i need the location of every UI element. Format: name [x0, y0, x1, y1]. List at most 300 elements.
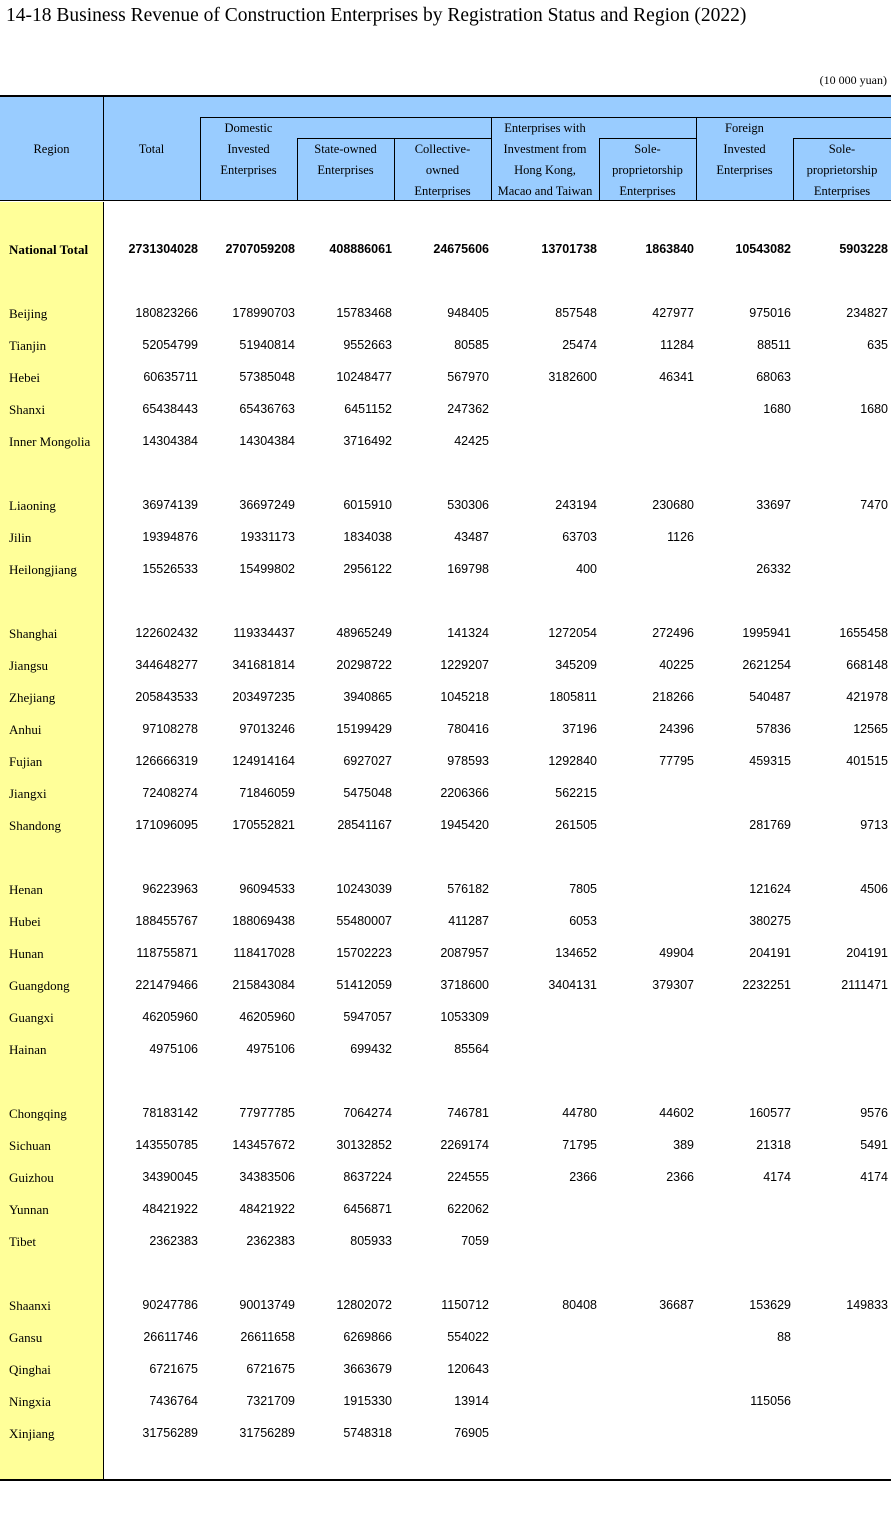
header-region: Region	[33, 142, 70, 156]
cell-collective-owned: 576182	[447, 882, 489, 896]
header-sole1-line1: Sole-	[634, 142, 661, 156]
cell-hkmt-sole: 218266	[652, 690, 694, 704]
cell-collective-owned: 2087957	[440, 946, 489, 960]
cell-hkmt-invested: 3404131	[548, 978, 597, 992]
header-state-line1: State-owned	[314, 142, 377, 156]
region-name: Qinghai	[9, 1362, 51, 1377]
cell-state-owned: 8637224	[343, 1170, 392, 1184]
table-row	[0, 496, 891, 516]
cell-domestic: 77977785	[239, 1106, 295, 1120]
header-sole2-line3: Enterprises	[813, 184, 871, 198]
region-name: Sichuan	[9, 1138, 51, 1153]
bottom-rule	[0, 1479, 891, 1481]
cell-domestic: 31756289	[239, 1426, 295, 1440]
cell-hkmt-invested: 134652	[555, 946, 597, 960]
region-name: Tibet	[9, 1234, 36, 1249]
cell-total: 19394876	[142, 530, 198, 544]
cell-state-owned: 5475048	[343, 786, 392, 800]
cell-total: 171096095	[135, 818, 198, 832]
cell-hkmt-sole: 1863840	[645, 242, 694, 256]
cell-domestic: 215843084	[232, 978, 295, 992]
cell-hkmt-invested: 3182600	[548, 370, 597, 384]
cell-collective-owned: 85564	[454, 1042, 489, 1056]
cell-domestic: 4975106	[246, 1042, 295, 1056]
cell-state-owned: 3716492	[343, 434, 392, 448]
cell-collective-owned: 42425	[454, 434, 489, 448]
cell-total: 90247786	[142, 1298, 198, 1312]
table-title: 14-18 Business Revenue of Construction Enterprises by Registration Status and Region (2022)	[6, 5, 747, 26]
cell-total: 2731304028	[128, 242, 198, 256]
cell-foreign-invested: 2232251	[742, 978, 791, 992]
cell-total: 72408274	[142, 786, 198, 800]
region-name: Xinjiang	[9, 1426, 55, 1441]
table-row	[0, 944, 891, 964]
cell-foreign-sole: 668148	[846, 658, 888, 672]
header-sole1-line3: Enterprises	[619, 184, 676, 198]
cell-collective-owned: 120643	[447, 1362, 489, 1376]
cell-foreign-sole: 1680	[860, 402, 888, 416]
cell-foreign-invested: 4174	[763, 1170, 791, 1184]
table-row	[0, 1168, 891, 1188]
cell-hkmt-invested: 243194	[555, 498, 597, 512]
cell-collective-owned: 411287	[448, 914, 489, 928]
cell-hkmt-invested: 37196	[562, 722, 597, 736]
cell-total: 26611746	[143, 1330, 198, 1344]
cell-domestic: 7321709	[246, 1394, 295, 1408]
table-row	[0, 1040, 891, 1060]
cell-foreign-invested: 204191	[749, 946, 791, 960]
region-name: Shanghai	[9, 626, 58, 641]
cell-hkmt-sole: 427977	[652, 306, 694, 320]
cell-hkmt-sole: 77795	[659, 754, 694, 768]
cell-foreign-sole: 234827	[846, 306, 888, 320]
cell-collective-owned: 780416	[447, 722, 489, 736]
cell-total: 188455767	[135, 914, 198, 928]
cell-collective-owned: 554022	[447, 1330, 489, 1344]
cell-state-owned: 1834038	[343, 530, 392, 544]
cell-foreign-sole: 2111471	[841, 978, 888, 992]
cell-hkmt-invested: 1272054	[548, 626, 597, 640]
cell-hkmt-invested: 44780	[562, 1106, 597, 1120]
cell-state-owned: 1915330	[343, 1394, 392, 1408]
header-foreign-line1: Foreign	[725, 121, 764, 135]
cell-hkmt-invested: 7805	[569, 882, 597, 896]
cell-foreign-sole: 4506	[860, 882, 888, 896]
cell-total: 60635711	[143, 370, 198, 384]
cell-state-owned: 51412059	[336, 978, 392, 992]
cell-foreign-sole: 5903228	[839, 242, 888, 256]
cell-collective-owned: 746781	[447, 1106, 489, 1120]
cell-foreign-invested: 115056	[750, 1394, 791, 1408]
cell-hkmt-invested: 6053	[569, 914, 597, 928]
cell-state-owned: 15783468	[336, 306, 392, 320]
header-domestic-line2: Invested	[227, 142, 270, 156]
region-name: Gansu	[9, 1330, 43, 1345]
cell-foreign-invested: 57836	[756, 722, 791, 736]
cell-total: 221479466	[135, 978, 198, 992]
cell-foreign-invested: 540487	[749, 690, 791, 704]
cell-foreign-invested: 2621254	[742, 658, 791, 672]
cell-foreign-sole: 149833	[846, 1298, 888, 1312]
cell-state-owned: 699432	[350, 1042, 392, 1056]
cell-total: 122602432	[135, 626, 198, 640]
cell-domestic: 36697249	[239, 498, 295, 512]
table-row	[0, 784, 891, 804]
region-name: Guangxi	[9, 1010, 54, 1025]
cell-domestic: 19331173	[240, 530, 295, 544]
header-foreign-line3: Enterprises	[716, 163, 773, 177]
region-name: Zhejiang	[9, 690, 56, 705]
cell-state-owned: 5947057	[343, 1010, 392, 1024]
cell-total: 97108278	[142, 722, 198, 736]
cell-domestic: 15499802	[239, 562, 295, 576]
cell-foreign-invested: 26332	[756, 562, 791, 576]
cell-collective-owned: 1945420	[440, 818, 489, 832]
cell-hkmt-invested: 80408	[562, 1298, 597, 1312]
table-row	[0, 816, 891, 836]
cell-total: 205843533	[135, 690, 198, 704]
table-row	[0, 304, 891, 324]
cell-state-owned: 28541167	[337, 818, 392, 832]
cell-foreign-invested: 281769	[749, 818, 791, 832]
cell-collective-owned: 1150712	[441, 1298, 489, 1312]
unit-label: (10 000 yuan)	[819, 73, 887, 87]
region-name: Hunan	[9, 946, 44, 961]
cell-domestic: 26611658	[240, 1330, 295, 1344]
region-name: Yunnan	[9, 1202, 49, 1217]
cell-foreign-sole: 204191	[846, 946, 888, 960]
table-row	[0, 1008, 891, 1028]
table-row	[0, 1104, 891, 1124]
header-total: Total	[138, 142, 165, 156]
cell-foreign-invested: 10543082	[735, 242, 791, 256]
cell-state-owned: 3663679	[343, 1362, 392, 1376]
region-name: National Total	[9, 242, 89, 257]
cell-foreign-sole: 4174	[860, 1170, 888, 1184]
header-hkmt-line2: Hong Kong,	[514, 163, 576, 177]
region-name: Shaanxi	[9, 1298, 51, 1313]
header-state-line2: Enterprises	[317, 163, 374, 177]
cell-domestic: 170552821	[232, 818, 295, 832]
cell-domestic: 57385048	[239, 370, 295, 384]
cell-state-owned: 6451152	[344, 402, 392, 416]
region-name: Guangdong	[9, 978, 70, 993]
table-row	[0, 1296, 891, 1316]
cell-domestic: 90013749	[239, 1298, 295, 1312]
cell-collective-owned: 948405	[447, 306, 489, 320]
cell-domestic: 6721675	[246, 1362, 295, 1376]
cell-collective-owned: 80585	[454, 338, 489, 352]
cell-foreign-invested: 153629	[749, 1298, 791, 1312]
cell-hkmt-sole: 46341	[659, 370, 694, 384]
header-domestic-line1: Domestic	[224, 121, 273, 135]
cell-hkmt-invested: 2366	[569, 1170, 597, 1184]
cell-collective-owned: 2269174	[440, 1138, 489, 1152]
table-row	[0, 336, 891, 356]
cell-foreign-invested: 1995941	[742, 626, 791, 640]
cell-foreign-sole: 12565	[853, 722, 888, 736]
cell-state-owned: 15199429	[336, 722, 392, 736]
cell-state-owned: 6015910	[343, 498, 392, 512]
region-name: Guizhou	[9, 1170, 54, 1185]
cell-total: 52054799	[142, 338, 198, 352]
table-row	[0, 368, 891, 388]
region-name: Hebei	[9, 370, 41, 385]
cell-hkmt-invested: 857548	[555, 306, 597, 320]
table-row	[0, 880, 891, 900]
header-foreign-line2: Invested	[723, 142, 766, 156]
cell-state-owned: 10243039	[336, 882, 392, 896]
cell-state-owned: 10248477	[336, 370, 392, 384]
region-name: Hainan	[9, 1042, 47, 1057]
table-row	[0, 432, 891, 452]
table-row	[0, 1424, 891, 1444]
cell-hkmt-invested: 400	[576, 562, 597, 576]
table-row	[0, 528, 891, 548]
header-collective-line3: Enterprises	[414, 184, 471, 198]
cell-foreign-sole: 9576	[860, 1106, 888, 1120]
table-row	[0, 400, 891, 420]
cell-collective-owned: 7059	[461, 1234, 489, 1248]
cell-state-owned: 15702223	[336, 946, 392, 960]
cell-domestic: 2707059208	[225, 242, 295, 256]
cell-total: 180823266	[135, 306, 198, 320]
cell-collective-owned: 530306	[447, 498, 489, 512]
cell-foreign-sole: 635	[867, 338, 888, 352]
cell-collective-owned: 1045218	[440, 690, 489, 704]
cell-state-owned: 2956122	[343, 562, 392, 576]
cell-total: 126666319	[135, 754, 198, 768]
cell-total: 6721675	[149, 1362, 198, 1376]
cell-hkmt-sole: 49904	[659, 946, 694, 960]
cell-collective-owned: 224555	[447, 1170, 489, 1184]
header-hkmt-line1: Investment from	[503, 142, 587, 156]
cell-hkmt-sole: 36687	[659, 1298, 694, 1312]
cell-hkmt-sole: 11284	[660, 338, 694, 352]
cell-collective-owned: 169798	[447, 562, 489, 576]
cell-foreign-invested: 21318	[756, 1138, 791, 1152]
cell-state-owned: 9552663	[343, 338, 392, 352]
cell-domestic: 118417028	[233, 946, 295, 960]
cell-hkmt-sole: 230680	[652, 498, 694, 512]
region-name: Heilongjiang	[9, 562, 77, 577]
cell-total: 96223963	[142, 882, 198, 896]
cell-domestic: 71846059	[239, 786, 295, 800]
region-name: Anhui	[9, 722, 42, 737]
region-name: Ningxia	[9, 1394, 51, 1409]
table-row	[0, 976, 891, 996]
table-row	[0, 656, 891, 676]
cell-foreign-invested: 380275	[749, 914, 791, 928]
cell-hkmt-invested: 25474	[562, 338, 597, 352]
cell-hkmt-sole: 2366	[666, 1170, 694, 1184]
table-header	[0, 97, 891, 201]
cell-hkmt-invested: 1805811	[549, 690, 597, 704]
cell-foreign-invested: 975016	[749, 306, 791, 320]
region-name: Jilin	[9, 530, 32, 545]
cell-total: 48421922	[142, 1202, 198, 1216]
cell-collective-owned: 13914	[454, 1394, 489, 1408]
region-name: Inner Mongolia	[9, 434, 91, 449]
cell-hkmt-sole: 272496	[652, 626, 694, 640]
cell-hkmt-sole: 24396	[659, 722, 694, 736]
cell-total: 78183142	[142, 1106, 198, 1120]
cell-domestic: 34383506	[239, 1170, 295, 1184]
header-sole2-line2: proprietorship	[806, 163, 878, 177]
cell-total: 65438443	[142, 402, 198, 416]
cell-total: 344648277	[135, 658, 198, 672]
region-name: Jiangsu	[9, 658, 48, 673]
region-name: Chongqing	[9, 1106, 67, 1121]
cell-hkmt-invested: 63703	[562, 530, 597, 544]
cell-state-owned: 7064274	[343, 1106, 392, 1120]
cell-collective-owned: 141324	[447, 626, 489, 640]
cell-foreign-sole: 421978	[846, 690, 888, 704]
cell-domestic: 119334437	[233, 626, 295, 640]
table-row	[0, 1360, 891, 1380]
cell-state-owned: 12802072	[336, 1298, 392, 1312]
table-row	[0, 1392, 891, 1412]
cell-collective-owned: 24675606	[433, 242, 489, 256]
cell-total: 31756289	[142, 1426, 198, 1440]
cell-foreign-sole: 5491	[860, 1138, 888, 1152]
cell-foreign-sole: 7470	[860, 498, 888, 512]
cell-collective-owned: 76905	[454, 1426, 489, 1440]
cell-state-owned: 55480007	[336, 914, 392, 928]
region-name: Shanxi	[9, 402, 46, 417]
cell-foreign-invested: 88	[777, 1330, 791, 1344]
cell-total: 4975106	[149, 1042, 198, 1056]
cell-state-owned: 805933	[350, 1234, 392, 1248]
cell-state-owned: 30132852	[336, 1138, 392, 1152]
cell-foreign-sole: 1655458	[839, 626, 888, 640]
cell-hkmt-sole: 379307	[652, 978, 694, 992]
cell-collective-owned: 1053309	[440, 1010, 489, 1024]
cell-state-owned: 20298722	[336, 658, 392, 672]
region-name: Shandong	[9, 818, 61, 833]
header-collective-line1: Collective-	[414, 142, 471, 156]
cell-domestic: 188069438	[232, 914, 295, 928]
cell-domestic: 96094533	[239, 882, 295, 896]
cell-hkmt-invested: 71795	[562, 1138, 597, 1152]
table-row	[0, 560, 891, 580]
region-name: Hubei	[9, 914, 41, 929]
table-row	[0, 720, 891, 740]
region-column-background	[0, 202, 103, 1480]
table-row	[0, 912, 891, 932]
cell-hkmt-invested: 562215	[555, 786, 597, 800]
header-collective-line2: owned	[425, 163, 460, 177]
cell-hkmt-invested: 345209	[555, 658, 597, 672]
cell-domestic: 14304384	[239, 434, 295, 448]
header-hkmt-line3: Macao and Taiwan	[497, 184, 593, 198]
cell-hkmt-sole: 44602	[659, 1106, 694, 1120]
cell-collective-owned: 43487	[454, 530, 489, 544]
table-row	[0, 752, 891, 772]
cell-foreign-invested: 1680	[763, 402, 791, 416]
cell-domestic: 65436763	[239, 402, 295, 416]
cell-hkmt-invested: 261505	[555, 818, 597, 832]
cell-collective-owned: 978593	[447, 754, 489, 768]
cell-total: 2362383	[149, 1234, 198, 1248]
region-name: Fujian	[9, 754, 43, 769]
cell-collective-owned: 247362	[447, 402, 489, 416]
cell-domestic: 203497235	[232, 690, 295, 704]
cell-hkmt-sole: 40225	[659, 658, 694, 672]
cell-total: 143550785	[135, 1138, 198, 1152]
cell-foreign-sole: 9713	[860, 818, 888, 832]
cell-domestic: 124914164	[232, 754, 295, 768]
cell-collective-owned: 622062	[447, 1202, 489, 1216]
cell-state-owned: 48965249	[336, 626, 392, 640]
cell-total: 15526533	[142, 562, 198, 576]
header-domestic-line3: Enterprises	[220, 163, 277, 177]
cell-state-owned: 3940865	[343, 690, 392, 704]
cell-domestic: 341681814	[232, 658, 295, 672]
cell-hkmt-invested: 13701738	[541, 242, 597, 256]
cell-hkmt-sole: 389	[673, 1138, 694, 1152]
cell-hkmt-invested: 1292840	[548, 754, 597, 768]
national-total-row	[0, 240, 891, 260]
cell-domestic: 178990703	[232, 306, 295, 320]
cell-state-owned: 408886061	[329, 242, 392, 256]
cell-foreign-invested: 68063	[756, 370, 791, 384]
cell-domestic: 2362383	[246, 1234, 295, 1248]
cell-foreign-invested: 121624	[749, 882, 791, 896]
cell-foreign-invested: 459315	[749, 754, 791, 768]
cell-domestic: 143457672	[232, 1138, 295, 1152]
region-name: Jiangxi	[9, 786, 47, 801]
region-name: Henan	[9, 882, 43, 897]
cell-foreign-invested: 33697	[756, 498, 791, 512]
header-sole1-line2: proprietorship	[612, 163, 683, 177]
cell-domestic: 48421922	[239, 1202, 295, 1216]
cell-state-owned: 6927027	[343, 754, 392, 768]
cell-collective-owned: 1229207	[440, 658, 489, 672]
cell-state-owned: 6456871	[343, 1202, 392, 1216]
cell-collective-owned: 567970	[447, 370, 489, 384]
header-hkmt-group: Enterprises with	[504, 121, 586, 135]
table-row	[0, 1136, 891, 1156]
cell-collective-owned: 3718600	[440, 978, 489, 992]
table-row	[0, 688, 891, 708]
cell-collective-owned: 2206366	[440, 786, 489, 800]
cell-foreign-invested: 160577	[749, 1106, 791, 1120]
cell-state-owned: 6269866	[343, 1330, 392, 1344]
table-row	[0, 624, 891, 644]
region-column-divider	[103, 202, 104, 1480]
cell-domestic: 46205960	[239, 1010, 295, 1024]
cell-hkmt-sole: 1126	[667, 530, 694, 544]
cell-total: 36974139	[142, 498, 198, 512]
cell-domestic: 51940814	[239, 338, 295, 352]
cell-state-owned: 5748318	[343, 1426, 392, 1440]
cell-total: 46205960	[142, 1010, 198, 1024]
cell-total: 118755871	[136, 946, 198, 960]
cell-foreign-sole: 401515	[846, 754, 888, 768]
region-name: Liaoning	[9, 498, 56, 513]
cell-total: 14304384	[142, 434, 198, 448]
table-row	[0, 1328, 891, 1348]
table-row	[0, 1232, 891, 1252]
cell-total: 34390045	[142, 1170, 198, 1184]
cell-foreign-invested: 88511	[757, 338, 791, 352]
region-name: Beijing	[9, 306, 48, 321]
cell-domestic: 97013246	[239, 722, 295, 736]
header-sole2-line1: Sole-	[828, 142, 856, 156]
region-name: Tianjin	[9, 338, 47, 353]
cell-total: 7436764	[149, 1394, 198, 1408]
